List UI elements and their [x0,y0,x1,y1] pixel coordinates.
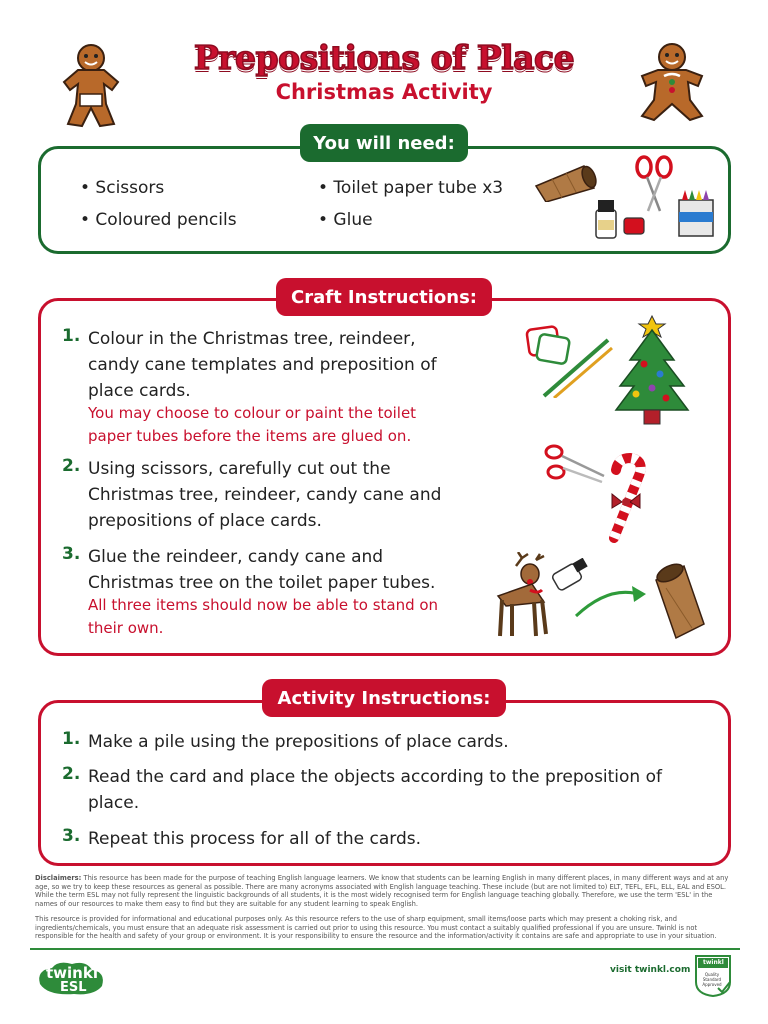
need-item-coloured-pencils: • Coloured pencils [80,210,237,230]
badge-bottom-text: Quality Standard Approved [702,972,722,987]
activity-step-3-number: 3. [62,826,81,846]
green-arrow-icon [572,582,648,622]
page-subtitle: Christmas Activity [275,80,493,104]
toilet-paper-tube-icon [648,558,708,640]
coloured-pencils-icon [676,186,716,238]
need-item-scissors: • Scissors [80,178,165,198]
craft-step-1-note-line-1: You may choose to colour or paint the toilet [88,404,417,422]
craft-step-2-number: 2. [62,456,81,476]
activity-instructions-heading: Activity Instructions: [262,679,506,717]
logo-sub-text: ESL [60,980,87,995]
craft-instructions-heading: Craft Instructions: [276,278,492,316]
craft-step-3-text-line-2: Christmas tree on the toilet paper tubes. [88,573,436,593]
craft-step-2-text-line-1: Using scissors, carefully cut out the [88,459,391,479]
safety-disclaimer-text: This resource is provided for informational and educational purposes only. As this resource refers to the use of sharp equipment, small items/loose parts which may present a choking risk, and ingredients/chemicals, you must ensure that an adequate risk assessment is carried out prior to using this resource. You must contact a suitably qualified professional if you are unsure. Twinkl is not responsible for the health and safety of your group or environment. It is your responsibility to ensure the resource and the information/activity it contains are safe and appropriate to use in your situation. [35,915,717,941]
glue-bottle-icon [590,196,650,240]
craft-step-1-number: 1. [62,326,81,346]
activity-step-1-text: Make a pile using the prepositions of place cards. [88,732,509,752]
page-title: Prepositions of Place [193,38,575,77]
visit-twinkl-link[interactable]: visit twinkl.com [610,965,691,975]
need-item-toilet-paper-tube: • Toilet paper tube x3 [318,178,504,198]
twinkl-esl-logo[interactable] [34,958,114,998]
activity-step-2-number: 2. [62,764,81,784]
coloured-pencils-icon [524,322,614,398]
craft-step-2-text-line-2: Christmas tree, reindeer, candy cane and [88,485,442,505]
disclaimer-body: This resource has been made for the purpose of teaching English language learners. We know that students can be learning English in many different places, in many different ways and at any age, so we try to keep these resources as general as possible. There are many acronyms associated with English language teaching. These include (but are not limited to) ELT, TEFL, EFL, ELL, EAL and ESOL. While the term ESL may not fully represent the linguistic backgrounds of all students, it is the most widely recognised term for English language teaching globally. Therefore, we use the term 'ESL' in the names of our resources to make them easy to find but they are suitable for any student learning to speak English. [35,874,729,908]
disclaimer-label: Disclaimers: [35,874,82,882]
craft-step-3-note-line-1: All three items should now be able to stand on [88,596,439,614]
craft-step-3-note-line-2: their own. [88,619,164,637]
craft-step-1-note-line-2: paper tubes before the items are glued on. [88,427,412,445]
craft-step-3-number: 3. [62,544,81,564]
footer-divider [30,948,740,950]
craft-step-1-text-line-3: place cards. [88,381,191,401]
need-item-glue: • Glue [318,210,373,230]
you-will-need-heading: You will need: [300,124,468,162]
badge-top-text: twinkl [703,959,724,966]
activity-step-1-number: 1. [62,729,81,749]
scissors-icon [544,442,606,484]
activity-step-3-text: Repeat this process for all of the cards. [88,829,422,849]
craft-step-1-text-line-1: Colour in the Christmas tree, reindeer, [88,329,416,349]
activity-step-2-text-line-2: place. [88,793,140,813]
disclaimer-text [35,874,735,908]
logo-text: twinkl [46,964,98,982]
craft-step-3-text-line-1: Glue the reindeer, candy cane and [88,547,384,567]
quality-standard-badge [692,952,734,998]
candy-cane-icon [600,452,660,544]
christmas-tree-icon [614,314,690,426]
craft-step-1-text-line-2: candy cane templates and preposition of [88,355,437,375]
craft-step-2-text-line-3: prepositions of place cards. [88,511,322,531]
activity-step-2-text-line-1: Read the card and place the objects according to the preposition of [88,767,662,787]
